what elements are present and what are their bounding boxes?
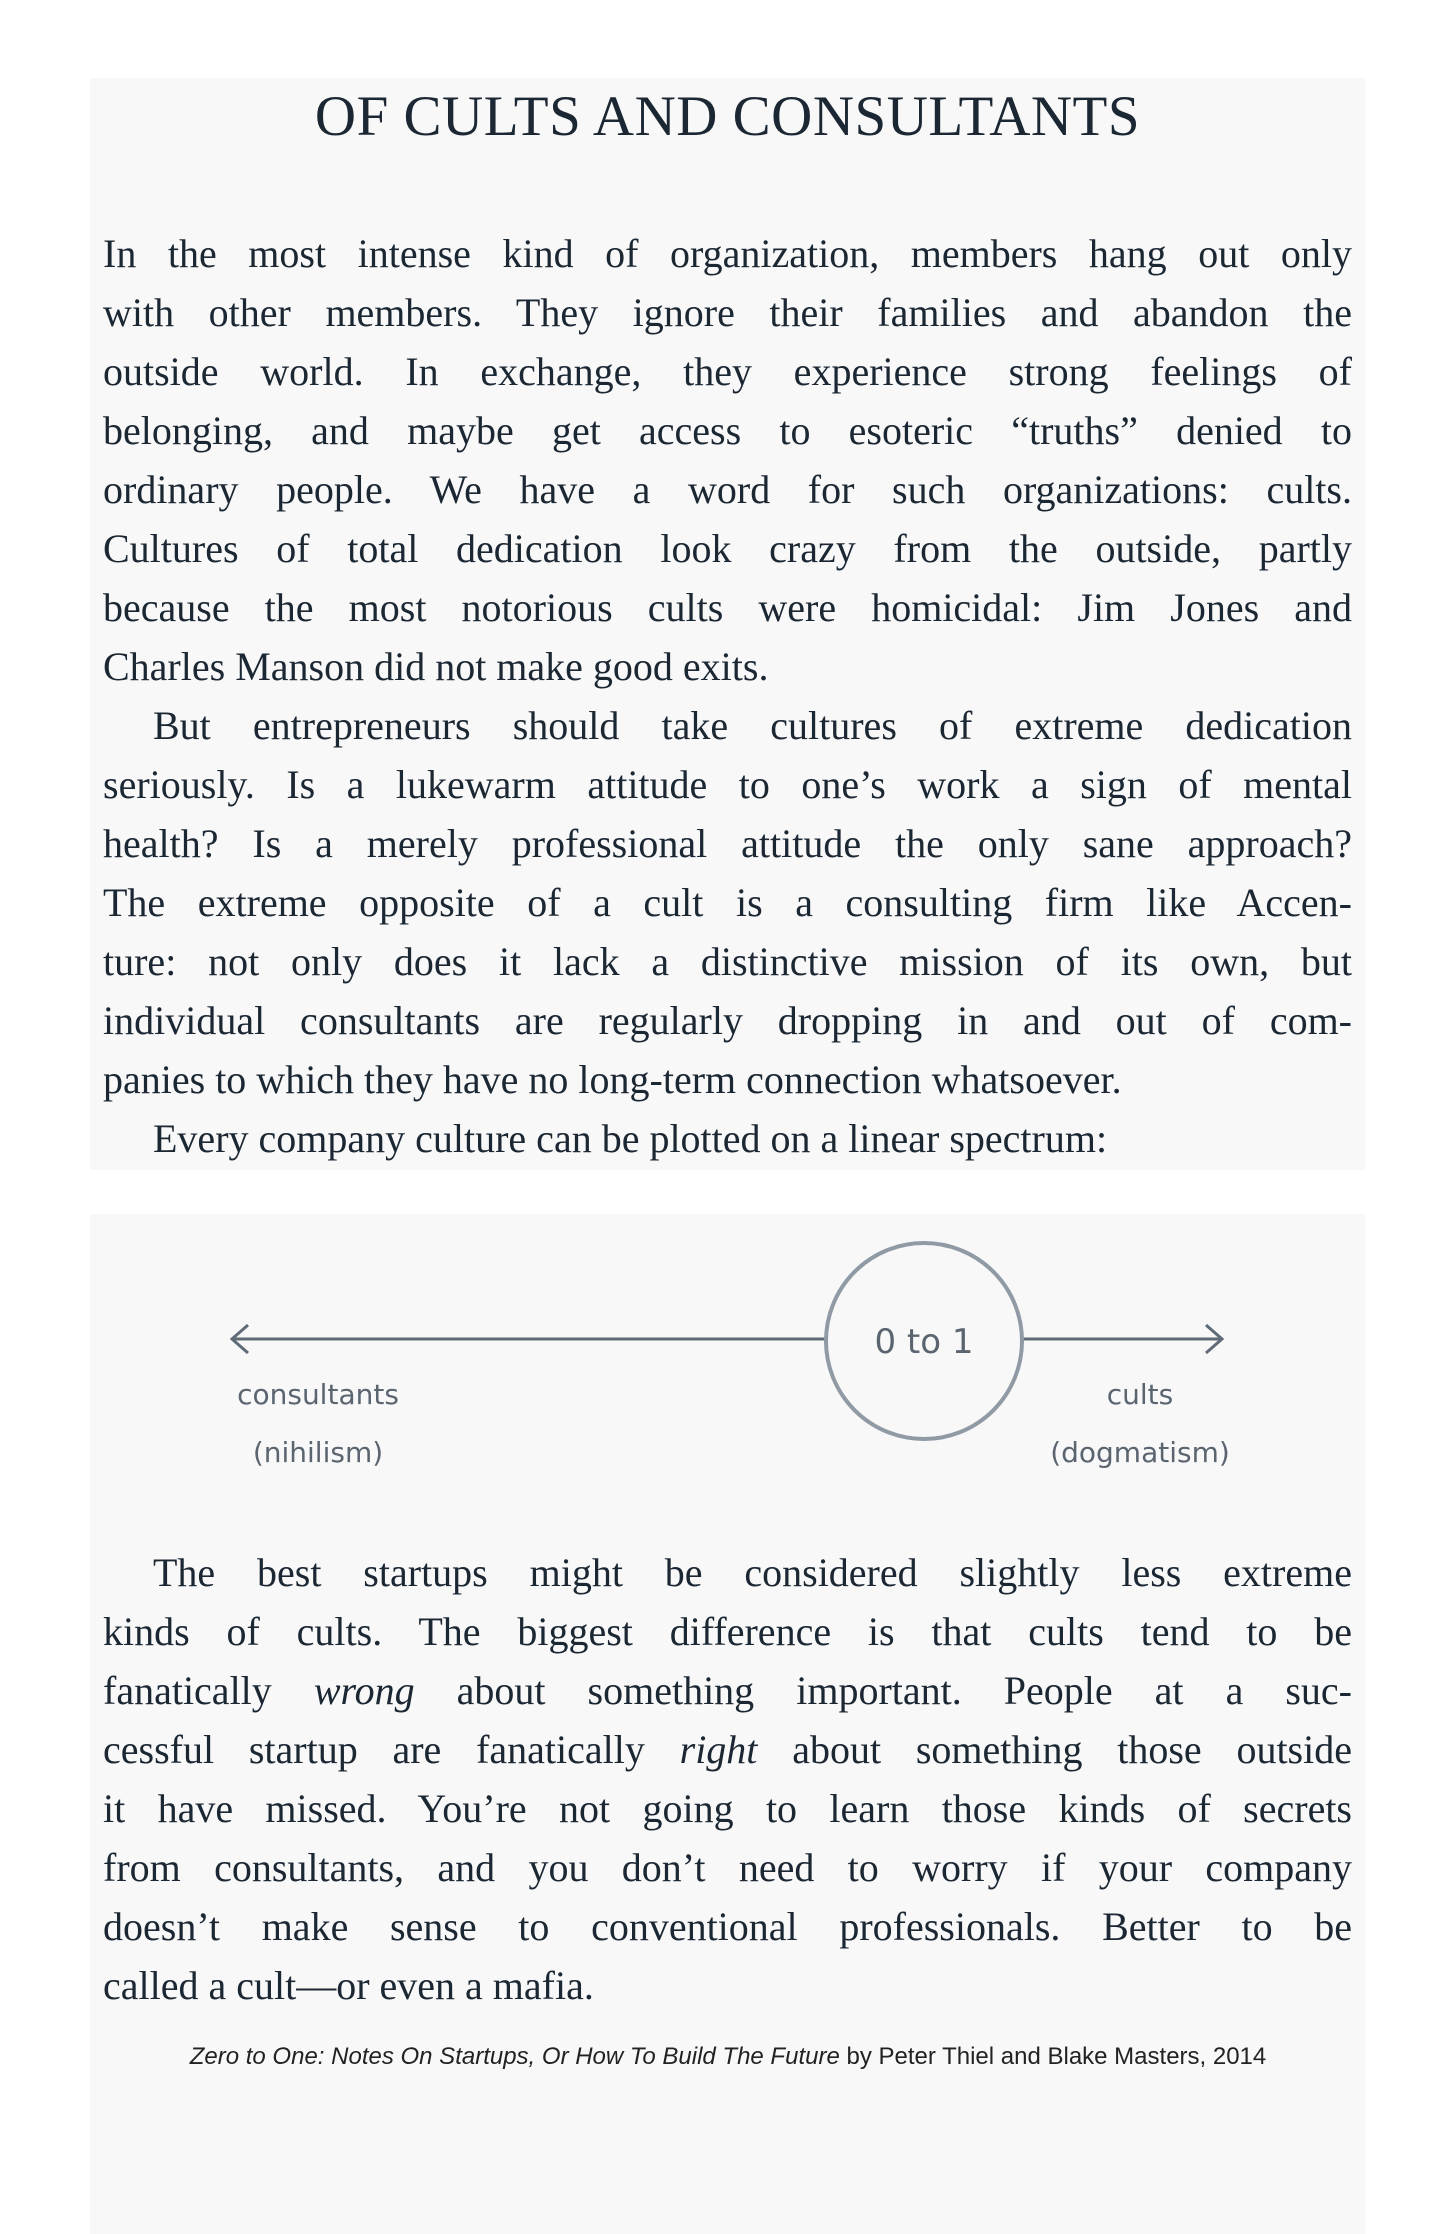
text-line: kinds of cults. The biggest difference is that cults tend to be (103, 1609, 1352, 1654)
text-line: health? Is a merely professional attitude the only sane approach? (103, 821, 1352, 866)
source-caption (0, 2043, 1456, 2071)
text-line: But entrepreneurs should take cultures of extreme dedication (153, 703, 1352, 748)
text-run: fanatically (103, 1668, 314, 1713)
text-line: Every company culture can be plotted on a linear spectrum: (153, 1116, 1108, 1161)
text-line (103, 1661, 1352, 1720)
text-run: about something important. People at a suc- (414, 1668, 1352, 1713)
text-line: ture: not only does it lack a distinctive mission of its own, but (103, 939, 1352, 984)
text-line: doesn’t make sense to conventional professionals. Better to be (103, 1904, 1352, 1949)
page-title: OF CULTS AND CONSULTANTS (314, 85, 1141, 148)
text-line: Charles Manson did not make good exits. (103, 644, 769, 689)
center-label: 0 to 1 (874, 1322, 974, 1362)
text-line: from consultants, and you don’t need to worry if your company (103, 1845, 1352, 1890)
text-line: individual consultants are regularly dropping in and out of com- (103, 998, 1352, 1043)
text-line: it have missed. You’re not going to learn those kinds of secrets (103, 1786, 1352, 1831)
emphasis-right: right (679, 1727, 758, 1772)
paragraph-1 (103, 224, 1352, 696)
text-line (103, 1720, 1352, 1779)
paragraph-4 (103, 1543, 1352, 2015)
text-line: called a cult—or even a mafia. (103, 1963, 594, 2008)
text-line: belonging, and maybe get access to esoteric “truths” denied to (103, 408, 1352, 453)
left-label: consultants (237, 1378, 399, 1411)
text-line: ordinary people. We have a word for such organizations: cults. (103, 467, 1352, 512)
book-title: Zero to One: Notes On Startups, Or How To Build The Future (189, 2043, 840, 2070)
text-run: cessful startup are fanatically (103, 1727, 680, 1772)
text-line: In the most intense kind of organization, members hang out only (103, 231, 1352, 276)
culture-spectrum-diagram (90, 1214, 1365, 1514)
right-sublabel: (dogmatism) (1050, 1436, 1230, 1469)
text-line: The best startups might be considered slightly less extreme (153, 1550, 1352, 1595)
paragraph-2 (103, 696, 1352, 1109)
text-line: with other members. They ignore their families and abandon the (103, 290, 1352, 335)
byline: by Peter Thiel and Blake Masters, 2014 (839, 2043, 1267, 2070)
text-line: because the most notorious cults were homicidal: Jim Jones and (103, 585, 1352, 630)
text-line: panies to which they have no long-term connection whatsoever. (103, 1057, 1122, 1102)
text-line: outside world. In exchange, they experience strong feelings of (103, 349, 1352, 394)
paragraph-3 (103, 1109, 1352, 1168)
text-line: Cultures of total dedication look crazy from the outside, partly (103, 526, 1352, 571)
emphasis-wrong: wrong (313, 1668, 415, 1713)
right-label: cults (1106, 1378, 1174, 1411)
text-line: seriously. Is a lukewarm attitude to one’s work a sign of mental (103, 762, 1352, 807)
text-line: The extreme opposite of a cult is a consulting firm like Accen- (103, 880, 1352, 925)
left-sublabel: (nihilism) (252, 1436, 384, 1469)
text-run: about something those outside (757, 1727, 1352, 1772)
